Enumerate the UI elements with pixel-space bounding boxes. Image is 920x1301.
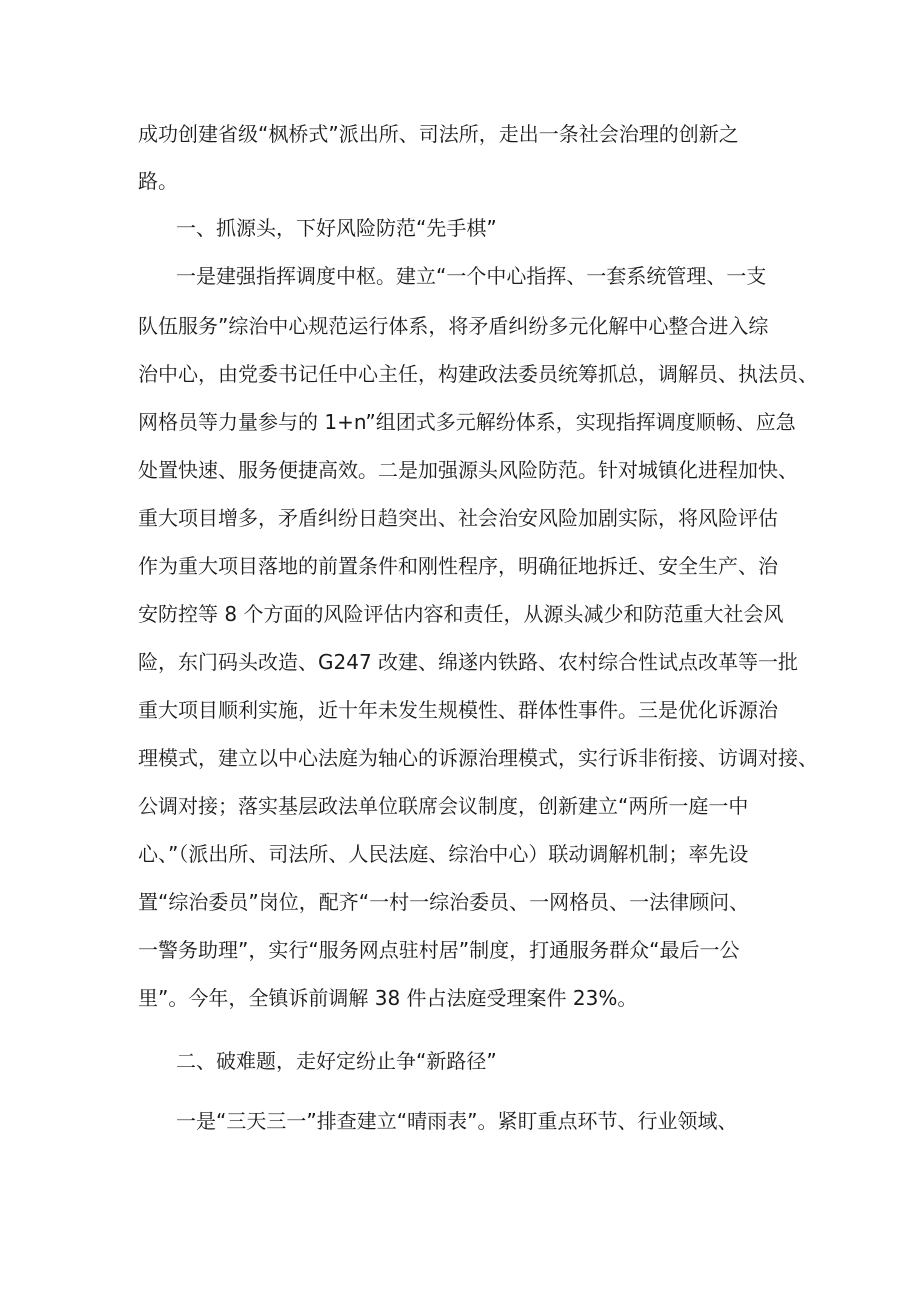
paragraph-line: 处置快速、服务便捷高效。二是加强源头风险防范。针对城镇化进程加快、 [138, 458, 798, 482]
paragraph-line: 理模式，建立以中心法庭为轴心的诉源治理模式，实行诉非衔接、访调对接、 [138, 746, 818, 770]
paragraph-line: 队伍服务”综治中心规范运行体系，将矛盾纠纷多元化解中心整合进入综 [138, 314, 769, 338]
paragraph-line: 作为重大项目落地的前置条件和刚性程序，明确征地拆迁、安全生产、治 [138, 554, 778, 578]
paragraph-line: 重大项目增多，矛盾纠纷日趋突出、社会治安风险加剧实际，将风险评估 [138, 506, 778, 530]
paragraph-line: 里”。今年，全镇诉前调解 38 件占法庭受理案件 23%。 [138, 986, 638, 1010]
paragraph-line: 一是建强指挥调度中枢。建立“一个中心指挥、一套系统管理、一支 [176, 264, 767, 288]
paragraph-line: 路。 [138, 169, 178, 193]
paragraph-line: 重大项目顺利实施，近十年未发生规模性、群体性事件。三是优化诉源治 [138, 698, 778, 722]
paragraph-line: 置“综治委员”岗位，配齐“一村一综治委员、一网格员、一法律顾问、 [138, 890, 750, 914]
paragraph-line: 一警务助理”，实行“服务网点驻村居”制度，打通服务群众“最后一公 [138, 938, 740, 962]
section-heading: 二、破难题，走好定纷止争“新路径” [176, 1049, 497, 1073]
paragraph-line: 安防控等 8 个方面的风险评估内容和责任，从源头减少和防范重大社会风 [138, 602, 784, 626]
section-heading: 一、抓源头，下好风险防范“先手棋” [176, 216, 497, 240]
paragraph-line: 险，东门码头改造、G247 改建、绵遂内铁路、农村综合性试点改革等一批 [138, 650, 799, 674]
paragraph-line: 心、”（派出所、司法所、人民法庭、综治中心）联动调解机制；率先设 [138, 842, 749, 866]
paragraph-line: 公调对接；落实基层政法单位联席会议制度，创新建立“两所一庭一中 [138, 794, 749, 818]
paragraph-line: 网格员等力量参与的 1+n”组团式多元解纷体系，实现指挥调度顺畅、应急 [138, 410, 796, 434]
paragraph-line: 治中心，由党委书记任中心主任，构建政法委员统筹抓总，调解员、执法员、 [138, 362, 818, 386]
paragraph-line: 一是“三天三一”排查建立“晴雨表”。紧盯重点环节、行业领域、 [176, 1109, 738, 1133]
paragraph-line: 成功创建省级“枫桥式”派出所、司法所，走出一条社会治理的创新之 [138, 122, 739, 146]
